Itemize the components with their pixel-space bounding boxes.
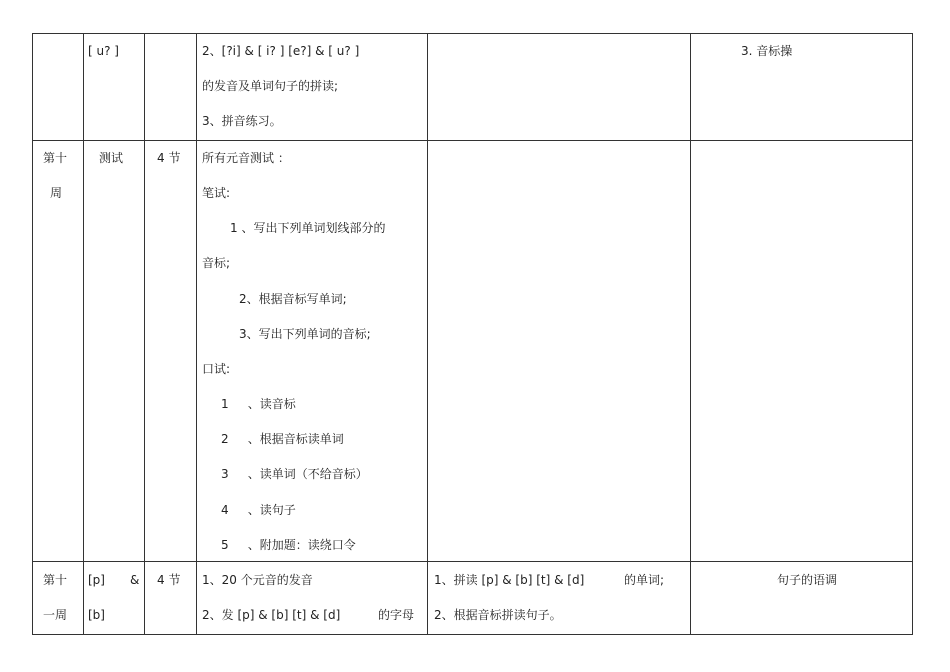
row-divider [32,140,913,141]
table-border-left [32,33,33,635]
topic-cell: 测试 [99,151,124,165]
skills-line: 的单词; [624,573,665,587]
content-line: 2、发 [p] & [b] [t] & [d] [202,608,341,622]
hours-cell: 4 节 [157,573,181,587]
content-line: 2、根据音标写单词; [239,292,347,306]
week-cell: 第十 [43,151,68,165]
topic-cell: & [130,573,140,587]
content-line: 2、[?i] & [ i? ] [e?] & [ u? ] [202,44,360,58]
content-line: 口试: [202,362,231,376]
content-line: 所有元音测试 ： [202,151,290,165]
content-line: 5 、附加题：读绕口令 [221,538,356,552]
content-line: 的发音及单词句子的拼读; [202,79,339,93]
column-divider [196,33,197,635]
table-border-bottom [32,634,913,635]
skills-line: 1、拼读 [p] & [b] [t] & [d] [434,573,585,587]
table-border-top [32,33,913,34]
topic-cell: [ u? ] [88,44,119,58]
topic-cell: [b] [88,608,105,622]
content-line: 3、拼音练习。 [202,114,282,128]
column-divider [690,33,691,635]
week-cell: 第十 [43,573,68,587]
week-cell: 周 [50,186,63,200]
content-line: 1 、写出下列单词划线部分的 [230,221,386,235]
content-line: 3 、读单词（不给音标） [221,467,368,481]
content-line: 1 、读音标 [221,397,296,411]
content-line: 3、写出下列单词的音标; [239,327,371,341]
hours-cell: 4 节 [157,151,181,165]
content-line: 音标; [202,256,231,270]
extra-cell: 句子的语调 [777,573,838,587]
content-line: 笔试: [202,186,231,200]
week-cell: 一周 [43,608,68,622]
column-divider [144,33,145,635]
row-divider [32,561,913,562]
column-divider [427,33,428,635]
content-line: 的字母 [378,608,415,622]
extra-cell: 3. 音标操 [741,44,793,58]
skills-line: 2、根据音标拼读句子。 [434,608,562,622]
column-divider [83,33,84,635]
topic-cell: [p] [88,573,105,587]
table-border-right [912,33,913,635]
content-line: 4 、读句子 [221,503,296,517]
content-line: 1、20 个元音的发音 [202,573,313,587]
content-line: 2 、根据音标读单词 [221,432,344,446]
